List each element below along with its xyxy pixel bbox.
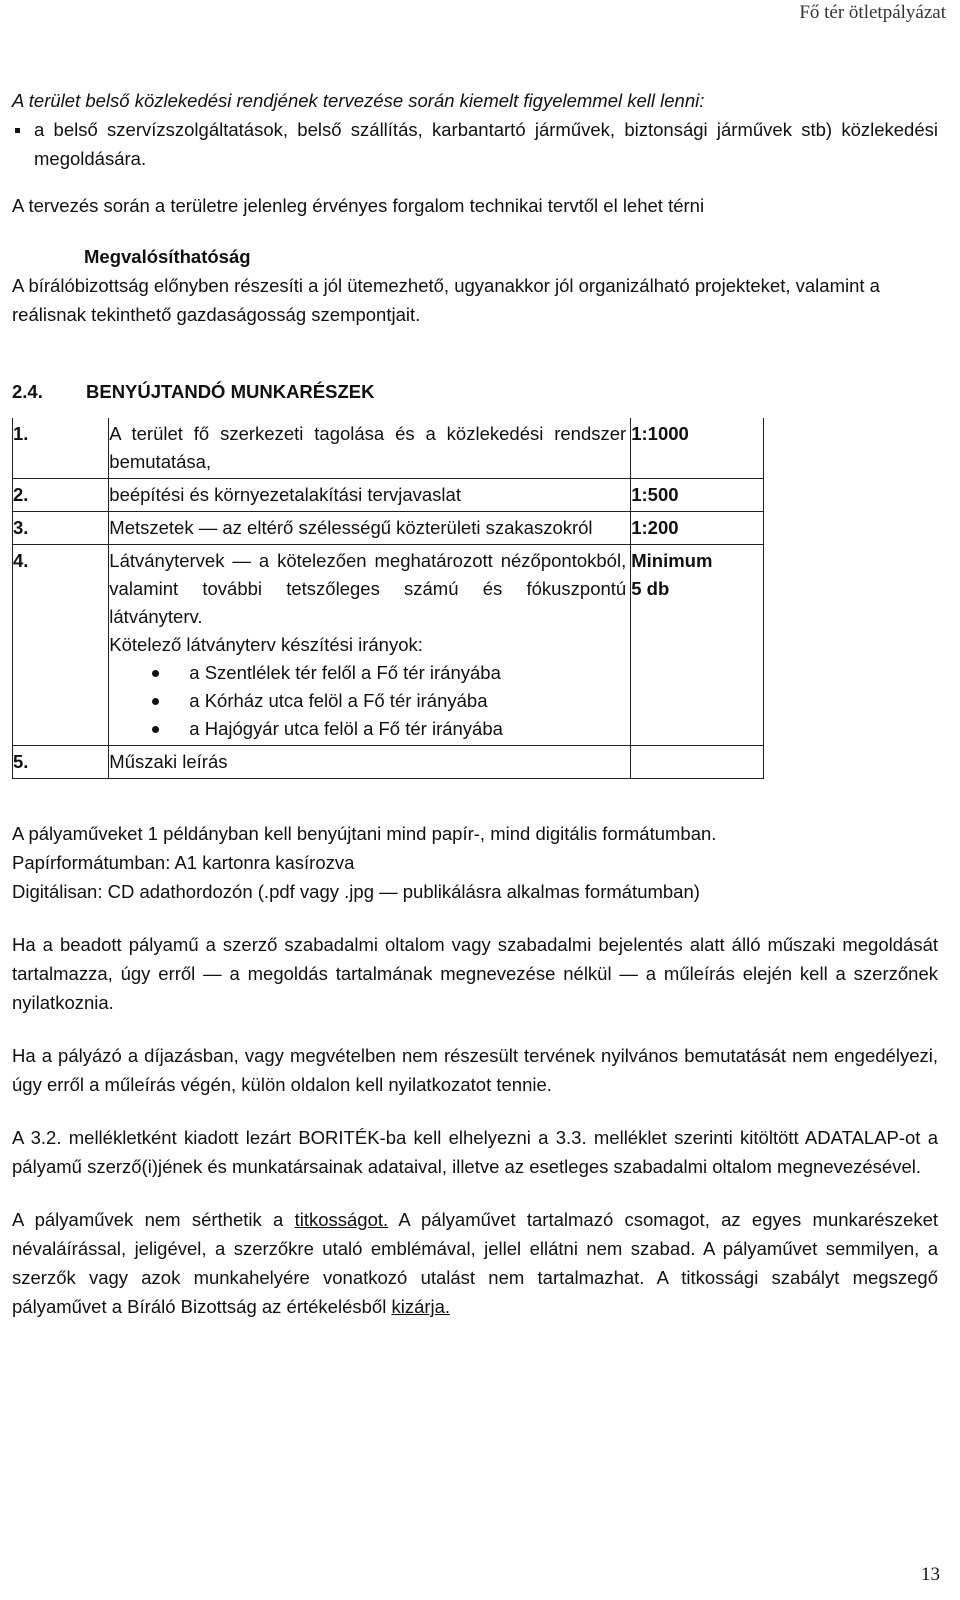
patent-paragraph: Ha a beadott pályamű a szerző szabadalmi oltalom vagy szabadalmi bejelentés alatt álló műszaki megoldását tartalmazza, úgy erről — a megoldás tartalmának megnevezése nélkül — a műleírás elején kell a szerzőnek nyilatkoznia. [12, 934, 938, 1013]
confidentiality-underlined-1: titkosságot. [294, 1209, 389, 1230]
envelope-paragraph: A 3.2. mellékletként kiadott lezárt BORITÉK-ba kell elhelyezni a 3.3. melléklet szerinti kitöltött ADATALAP-ot a pályamű szerző(i)jének és munkatársainak adataival, illetve az esetleges szabadalmi oltalom megnevezésével. [12, 1127, 938, 1177]
list-item [109, 687, 626, 715]
running-header: Fő tér ötletpályázat [799, 2, 946, 23]
table-row [13, 512, 764, 545]
row-text: Metszetek — az eltérő szélességű közterületi szakaszokról [109, 512, 631, 545]
section-number: 2.4. [12, 381, 43, 402]
bullet-dot-icon [109, 687, 189, 715]
bullet-dot-icon [109, 659, 189, 687]
row-number: 4. [13, 545, 109, 746]
row-scale: 1:1000 [631, 418, 764, 479]
row-number: 2. [13, 479, 109, 512]
row-number: 5. [13, 746, 109, 779]
row-text: beépítési és környezetalakítási tervjavaslat [109, 479, 631, 512]
table-row [13, 418, 764, 479]
confidentiality-underlined-2: kizárja. [391, 1296, 451, 1317]
row-scale: 1:500 [631, 479, 764, 512]
submission-line1: A pályaműveket 1 példányban kell benyújtani mind papír-, mind digitális formátumban. [12, 823, 717, 844]
confidentiality-paragraph [12, 1205, 938, 1321]
confidentiality-text-mid: A pályaművet tartalmazó csomagot, az egyes munkarészeket névaláírással, jeligével, a szerzőkre utaló emblémával, jellel ellátni nem szabad. A pályaművet semmilyen, a szerzők vagy azok munkahelyére vonatkozó utalást nem tartalmazhat. A titkossági szabályt megszegő pályaművet a Bíráló Bizottság az értékelésből [12, 1209, 938, 1317]
document-body [12, 86, 938, 1321]
row-text: A terület fő szerkezeti tagolása és a közlekedési rendszer bemutatása, [109, 418, 631, 479]
row-text: Műszaki leírás [109, 746, 631, 779]
list-item [109, 715, 626, 743]
row-number: 3. [13, 512, 109, 545]
directions-heading: Kötelező látványterv készítési irányok: [109, 634, 423, 655]
feasibility-text: A bírálóbizottság előnyben részesíti a jól ütemezhető, ugyanakkor jól organizálható projekteket, valamint a reálisnak tekinthető gazdaságosság szempontjait. [12, 275, 880, 325]
intro-bullet [12, 115, 938, 173]
submission-line2: Papírformátumban: A1 kartonra kasírozva [12, 852, 355, 873]
confidentiality-text-start: A pályaművek nem sérthetik a [12, 1209, 295, 1230]
table-row [13, 545, 764, 746]
section-heading [12, 377, 938, 406]
table-row [13, 479, 764, 512]
deliverables-table [12, 418, 764, 779]
row-scale [631, 545, 764, 746]
direction-text: a Hajógyár utca felöl a Fő tér irányába [189, 718, 503, 739]
intro-italic-line: A terület belső közlekedési rendjének tervezése során kiemelt figyelemmel kell lenni: [12, 90, 705, 111]
bullet-dot-icon [109, 715, 189, 743]
publication-paragraph: Ha a pályázó a díjazásban, vagy megvételben nem részesült tervének nyilvános bemutatását nem engedélyezi, úgy erről a műleírás végén, külön oldalon kell nyilatkozatot tennie. [12, 1045, 938, 1095]
row-number: 1. [13, 418, 109, 479]
page-number: 13 [921, 1564, 940, 1585]
row-scale: 1:200 [631, 512, 764, 545]
feasibility-heading: Megvalósíthatóság [84, 246, 251, 267]
intro-paragraph: A tervezés során a területre jelenleg érvényes forgalom technikai tervtől el lehet térni [12, 195, 705, 216]
row-text: Látványtervek — a kötelezően meghatározott nézőpontokból, valamint további tetszőleges számú és fókuszpontú látványterv. [109, 550, 627, 627]
list-item [109, 659, 626, 687]
submission-block [12, 819, 938, 906]
row-scale-line1: Minimum [631, 550, 713, 571]
table-row [13, 746, 764, 779]
row-content [109, 545, 631, 746]
directions-list [109, 659, 626, 743]
submission-line3: Digitálisan: CD adathordozón (.pdf vagy .jpg — publikálásra alkalmas formátumban) [12, 881, 700, 902]
intro-bullet-text: a belső szervízszolgáltatások, belső szállítás, karbantartó járművek, biztonsági járművek stb) közlekedési megoldására. [34, 119, 938, 169]
direction-text: a Szentlélek tér felől a Fő tér irányába [189, 662, 501, 683]
row-scale [631, 746, 764, 779]
section-title: BENYÚJTANDÓ MUNKARÉSZEK [86, 381, 375, 402]
square-bullet-icon [12, 115, 34, 173]
row-scale-line2: 5 db [631, 578, 670, 599]
direction-text: a Kórház utca felöl a Fő tér irányába [189, 690, 488, 711]
